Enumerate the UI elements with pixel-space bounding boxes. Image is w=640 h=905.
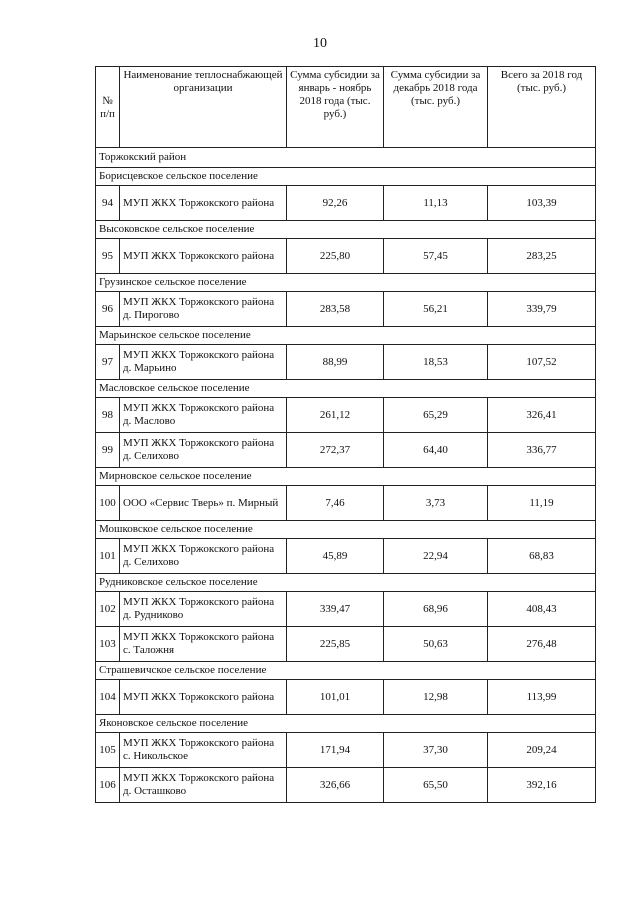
- table-row: [96, 486, 596, 521]
- section-title: Грузинское сельское поселение: [96, 274, 596, 292]
- cell-org-name: МУП ЖКХ Торжокского района: [120, 680, 287, 715]
- cell-sum-dec: 18,53: [384, 345, 488, 380]
- cell-sum-dec: 57,45: [384, 239, 488, 274]
- section-row: [96, 715, 596, 733]
- table-row: [96, 186, 596, 221]
- section-title: Рудниковское сельское поселение: [96, 574, 596, 592]
- section-row: [96, 468, 596, 486]
- section-title: Мирновское сельское поселение: [96, 468, 596, 486]
- section-title: Яконовское сельское поселение: [96, 715, 596, 733]
- cell-sum-jan-nov: 339,47: [287, 592, 384, 627]
- cell-org-name: МУП ЖКХ Торжокского района д. Пирогово: [120, 292, 287, 327]
- cell-sum-jan-nov: 92,26: [287, 186, 384, 221]
- cell-sum-dec: 3,73: [384, 486, 488, 521]
- cell-num: 99: [96, 433, 120, 468]
- region-row: [96, 148, 596, 168]
- cell-num: 95: [96, 239, 120, 274]
- cell-sum-dec: 68,96: [384, 592, 488, 627]
- section-row: [96, 521, 596, 539]
- table-row: [96, 592, 596, 627]
- cell-sum-jan-nov: 225,85: [287, 627, 384, 662]
- section-title: Мошковское сельское поселение: [96, 521, 596, 539]
- cell-sum-jan-nov: 272,37: [287, 433, 384, 468]
- cell-sum-jan-nov: 7,46: [287, 486, 384, 521]
- cell-org-name: МУП ЖКХ Торжокского района д. Селихово: [120, 433, 287, 468]
- cell-sum-dec: 12,98: [384, 680, 488, 715]
- cell-sum-jan-nov: 225,80: [287, 239, 384, 274]
- cell-sum-jan-nov: 101,01: [287, 680, 384, 715]
- subsidy-table: [95, 66, 596, 803]
- cell-total: 276,48: [488, 627, 596, 662]
- section-row: [96, 274, 596, 292]
- cell-num: 104: [96, 680, 120, 715]
- cell-total: 336,77: [488, 433, 596, 468]
- table-row: [96, 398, 596, 433]
- cell-org-name: МУП ЖКХ Торжокского района д. Маслово: [120, 398, 287, 433]
- cell-sum-dec: 65,29: [384, 398, 488, 433]
- header-total: Всего за 2018 год (тыс. руб.): [488, 67, 596, 148]
- cell-num: 94: [96, 186, 120, 221]
- section-title: Борисцевское сельское поселение: [96, 168, 596, 186]
- cell-sum-dec: 37,30: [384, 733, 488, 768]
- cell-num: 100: [96, 486, 120, 521]
- section-row: [96, 221, 596, 239]
- cell-num: 101: [96, 539, 120, 574]
- cell-sum-jan-nov: 283,58: [287, 292, 384, 327]
- cell-sum-jan-nov: 45,89: [287, 539, 384, 574]
- cell-sum-dec: 11,13: [384, 186, 488, 221]
- section-title: Страшевичское сельское поселение: [96, 662, 596, 680]
- cell-total: 339,79: [488, 292, 596, 327]
- region-title: Торжокский район: [96, 148, 596, 168]
- cell-total: 326,41: [488, 398, 596, 433]
- cell-org-name: МУП ЖКХ Торжокского района с. Таложня: [120, 627, 287, 662]
- cell-org-name: МУП ЖКХ Торжокского района: [120, 239, 287, 274]
- cell-sum-dec: 50,63: [384, 627, 488, 662]
- section-row: [96, 327, 596, 345]
- table-row: [96, 768, 596, 803]
- section-row: [96, 574, 596, 592]
- page-number: 10: [313, 36, 327, 51]
- header-num: № п/п: [96, 67, 120, 148]
- cell-sum-jan-nov: 88,99: [287, 345, 384, 380]
- cell-total: 11,19: [488, 486, 596, 521]
- cell-org-name: МУП ЖКХ Торжокского района с. Никольское: [120, 733, 287, 768]
- cell-sum-dec: 65,50: [384, 768, 488, 803]
- cell-sum-dec: 56,21: [384, 292, 488, 327]
- header-sum-dec: Сумма субсидии за декабрь 2018 года (тыс. руб.): [384, 67, 488, 148]
- cell-org-name: МУП ЖКХ Торжокского района д. Рудниково: [120, 592, 287, 627]
- cell-org-name: МУП ЖКХ Торжокского района д. Марьино: [120, 345, 287, 380]
- cell-num: 103: [96, 627, 120, 662]
- cell-total: 68,83: [488, 539, 596, 574]
- cell-org-name: ООО «Сервис Тверь» п. Мирный: [120, 486, 287, 521]
- section-title: Марьинское сельское поселение: [96, 327, 596, 345]
- table-header-row: [96, 67, 596, 148]
- header-sum-jan-nov: Сумма субсидии за январь - ноябрь 2018 года (тыс. руб.): [287, 67, 384, 148]
- section-row: [96, 662, 596, 680]
- section-title: Масловское сельское поселение: [96, 380, 596, 398]
- cell-sum-jan-nov: 171,94: [287, 733, 384, 768]
- table-row: [96, 345, 596, 380]
- cell-total: 113,99: [488, 680, 596, 715]
- cell-org-name: МУП ЖКХ Торжокского района д. Селихово: [120, 539, 287, 574]
- cell-num: 98: [96, 398, 120, 433]
- table-row: [96, 733, 596, 768]
- table-row: [96, 292, 596, 327]
- cell-num: 106: [96, 768, 120, 803]
- cell-sum-jan-nov: 326,66: [287, 768, 384, 803]
- cell-sum-dec: 64,40: [384, 433, 488, 468]
- cell-num: 102: [96, 592, 120, 627]
- table-row: [96, 680, 596, 715]
- cell-total: 209,24: [488, 733, 596, 768]
- section-row: [96, 168, 596, 186]
- cell-org-name: МУП ЖКХ Торжокского района д. Осташково: [120, 768, 287, 803]
- cell-sum-jan-nov: 261,12: [287, 398, 384, 433]
- cell-total: 283,25: [488, 239, 596, 274]
- table-row: [96, 539, 596, 574]
- table-row: [96, 433, 596, 468]
- section-title: Высоковское сельское поселение: [96, 221, 596, 239]
- cell-num: 97: [96, 345, 120, 380]
- header-name: Наименование теплоснабжающей организации: [120, 67, 287, 148]
- cell-num: 105: [96, 733, 120, 768]
- cell-total: 103,39: [488, 186, 596, 221]
- section-row: [96, 380, 596, 398]
- table-row: [96, 239, 596, 274]
- cell-org-name: МУП ЖКХ Торжокского района: [120, 186, 287, 221]
- cell-num: 96: [96, 292, 120, 327]
- cell-total: 392,16: [488, 768, 596, 803]
- cell-total: 408,43: [488, 592, 596, 627]
- table-row: [96, 627, 596, 662]
- cell-sum-dec: 22,94: [384, 539, 488, 574]
- cell-total: 107,52: [488, 345, 596, 380]
